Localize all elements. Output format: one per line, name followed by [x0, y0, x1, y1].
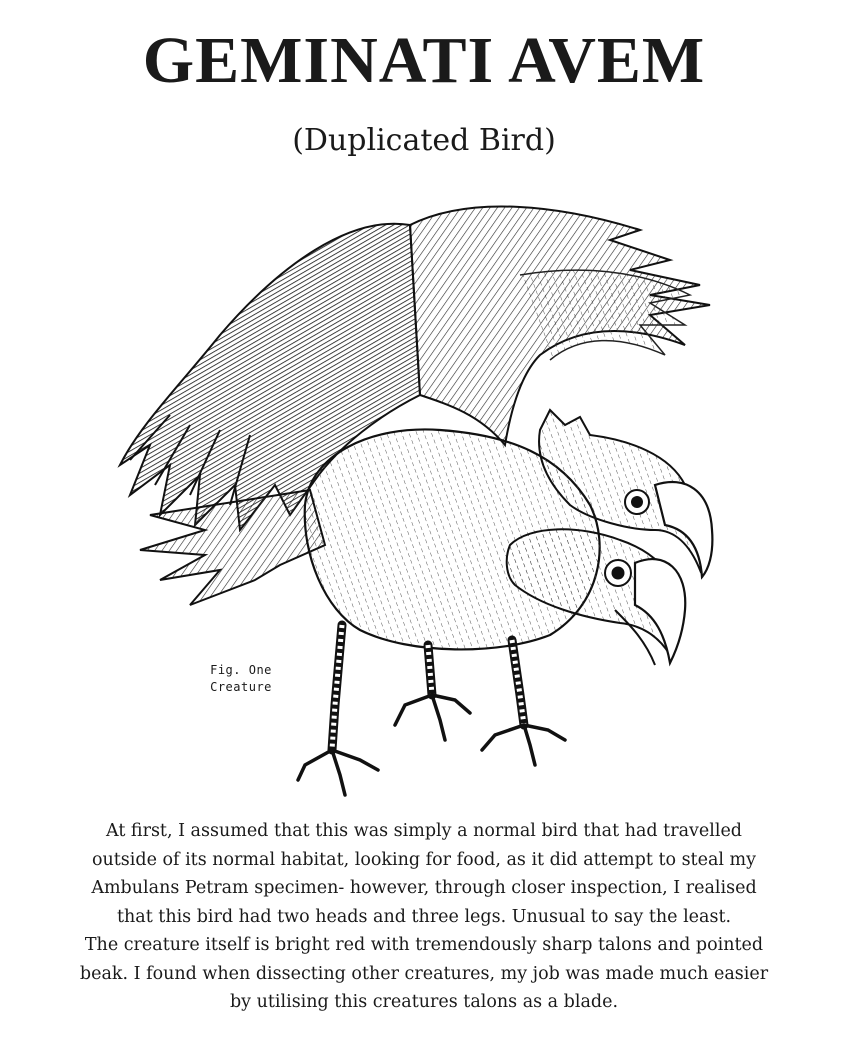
- description-line: beak. I found when dissecting other creatures, my job was made much easier: [79, 963, 769, 984]
- description-line: Ambulans Petram specimen- however, through closer inspection, I realised: [91, 878, 757, 898]
- figure-caption-line-1: Fig. One: [210, 663, 272, 677]
- creature-description: [40, 817, 808, 1017]
- description-line: that this bird had two heads and three legs. Unusual to say the least.: [116, 906, 732, 927]
- figure-caption: [196, 662, 286, 696]
- right-wing: [410, 206, 710, 445]
- description-line: by utilising this creatures talons as a blade.: [229, 992, 619, 1012]
- description-line: At first, I assumed that this was simply a normal bird that had travelled: [105, 821, 743, 841]
- bird-legs: [298, 625, 565, 795]
- page-subtitle: (Duplicated Bird): [292, 123, 556, 158]
- page-title: GEMINATI AVEM: [142, 24, 706, 97]
- front-head: [507, 529, 686, 665]
- figure-caption-line-2: Creature: [210, 680, 272, 694]
- description-line: The creature itself is bright red with tremendously sharp talons and pointed: [84, 935, 764, 955]
- two-headed-bird-illustration: [110, 185, 730, 815]
- description-line: outside of its normal habitat, looking for food, as it did attempt to steal my: [91, 849, 757, 870]
